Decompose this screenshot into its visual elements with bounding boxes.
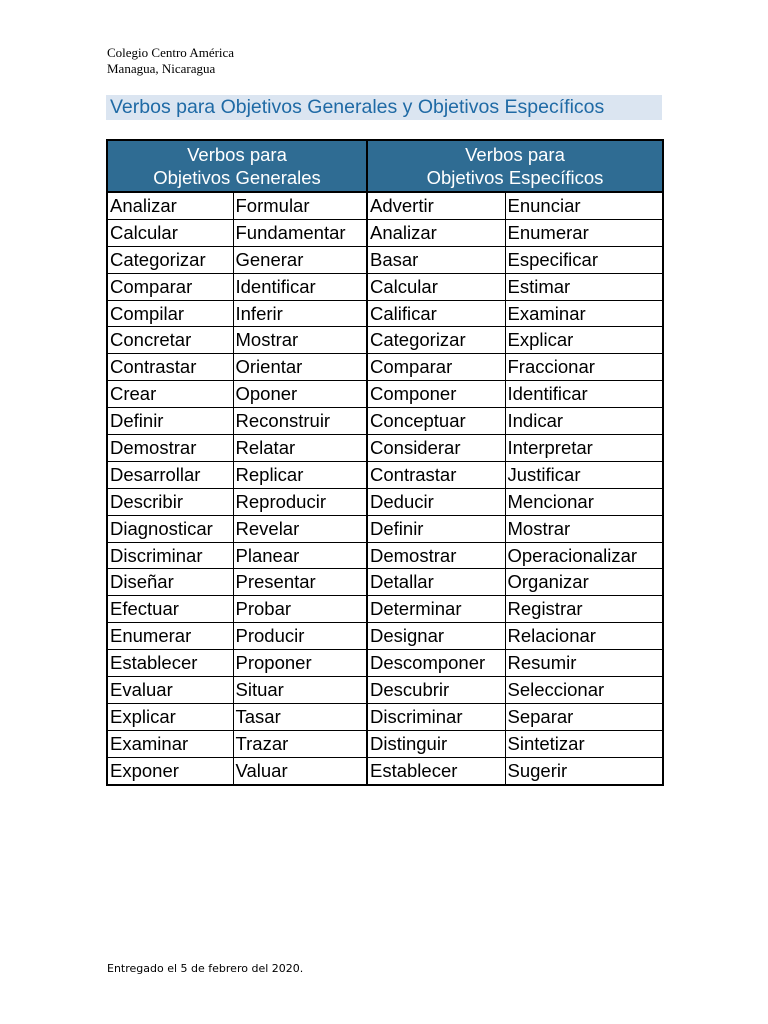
general-verb-cell: Generar — [233, 246, 367, 273]
general-verb-cell: Oponer — [233, 381, 367, 408]
specific-verb-cell: Determinar — [367, 596, 505, 623]
general-verb-cell: Diseñar — [107, 569, 233, 596]
general-verb-cell: Orientar — [233, 354, 367, 381]
specific-verb-cell: Organizar — [505, 569, 663, 596]
table-row — [107, 596, 663, 623]
school-name: Colegio Centro América — [107, 45, 235, 60]
specific-verb-cell: Registrar — [505, 596, 663, 623]
specific-verb-cell: Demostrar — [367, 542, 505, 569]
table-header-row — [107, 140, 663, 192]
general-verb-cell: Compilar — [107, 300, 233, 327]
specific-verb-cell: Enunciar — [505, 192, 663, 219]
general-verb-cell: Presentar — [233, 569, 367, 596]
general-verb-cell: Desarrollar — [107, 461, 233, 488]
general-verb-cell: Evaluar — [107, 677, 233, 704]
delivery-note: Entregado el 5 de febrero del 2020. — [107, 962, 304, 975]
general-verb-cell: Identificar — [233, 273, 367, 300]
specific-verb-cell: Definir — [367, 515, 505, 542]
general-verb-cell: Producir — [233, 623, 367, 650]
school-header — [107, 45, 234, 77]
general-verb-cell: Demostrar — [107, 435, 233, 462]
specific-verb-cell: Indicar — [505, 408, 663, 435]
specific-verb-cell: Distinguir — [367, 730, 505, 757]
general-header-line1: Verbos para — [187, 144, 287, 165]
table-row — [107, 246, 663, 273]
school-location: Managua, Nicaragua — [107, 61, 216, 76]
table-row — [107, 273, 663, 300]
table-row — [107, 703, 663, 730]
table-row — [107, 623, 663, 650]
specific-verb-cell: Designar — [367, 623, 505, 650]
general-verb-cell: Discriminar — [107, 542, 233, 569]
specific-verb-cell: Calificar — [367, 300, 505, 327]
specific-verb-cell: Interpretar — [505, 435, 663, 462]
general-header-line2: Objetivos Generales — [153, 167, 321, 188]
general-verb-cell: Establecer — [107, 650, 233, 677]
general-verb-cell: Mostrar — [233, 327, 367, 354]
general-verbs-header — [107, 140, 367, 192]
specific-verb-cell: Analizar — [367, 219, 505, 246]
specific-verb-cell: Componer — [367, 381, 505, 408]
general-verb-cell: Trazar — [233, 730, 367, 757]
table-row — [107, 757, 663, 784]
specific-header-line2: Objetivos Específicos — [426, 167, 604, 188]
table-row — [107, 435, 663, 462]
verbs-table — [106, 139, 664, 786]
specific-verb-cell: Justificar — [505, 461, 663, 488]
table-row — [107, 219, 663, 246]
specific-verb-cell: Operacionalizar — [505, 542, 663, 569]
specific-verb-cell: Discriminar — [367, 703, 505, 730]
general-verb-cell: Efectuar — [107, 596, 233, 623]
specific-verb-cell: Explicar — [505, 327, 663, 354]
general-verb-cell: Probar — [233, 596, 367, 623]
general-verb-cell: Explicar — [107, 703, 233, 730]
table-row — [107, 650, 663, 677]
general-verb-cell: Replicar — [233, 461, 367, 488]
specific-verb-cell: Categorizar — [367, 327, 505, 354]
general-verb-cell: Tasar — [233, 703, 367, 730]
specific-verb-cell: Separar — [505, 703, 663, 730]
general-verb-cell: Planear — [233, 542, 367, 569]
general-verb-cell: Formular — [233, 192, 367, 219]
specific-verb-cell: Descubrir — [367, 677, 505, 704]
general-verb-cell: Concretar — [107, 327, 233, 354]
table-row — [107, 488, 663, 515]
general-verb-cell: Exponer — [107, 757, 233, 784]
specific-verb-cell: Basar — [367, 246, 505, 273]
specific-verb-cell: Enumerar — [505, 219, 663, 246]
specific-verb-cell: Advertir — [367, 192, 505, 219]
page-title: Verbos para Objetivos Generales y Objetivos Específicos — [106, 95, 662, 120]
specific-verb-cell: Mostrar — [505, 515, 663, 542]
general-verb-cell: Enumerar — [107, 623, 233, 650]
table-row — [107, 569, 663, 596]
general-verb-cell: Categorizar — [107, 246, 233, 273]
general-verb-cell: Fundamentar — [233, 219, 367, 246]
table-row — [107, 300, 663, 327]
table-row — [107, 381, 663, 408]
specific-verb-cell: Especificar — [505, 246, 663, 273]
specific-verb-cell: Sugerir — [505, 757, 663, 784]
general-verb-cell: Calcular — [107, 219, 233, 246]
general-verb-cell: Contrastar — [107, 354, 233, 381]
specific-verb-cell: Fraccionar — [505, 354, 663, 381]
specific-header-line1: Verbos para — [465, 144, 565, 165]
verbs-table-body — [107, 192, 663, 785]
specific-verb-cell: Resumir — [505, 650, 663, 677]
general-verb-cell: Examinar — [107, 730, 233, 757]
general-verb-cell: Proponer — [233, 650, 367, 677]
specific-verb-cell: Estimar — [505, 273, 663, 300]
general-verb-cell: Situar — [233, 677, 367, 704]
general-verb-cell: Revelar — [233, 515, 367, 542]
table-row — [107, 192, 663, 219]
specific-verb-cell: Examinar — [505, 300, 663, 327]
table-row — [107, 677, 663, 704]
general-verb-cell: Describir — [107, 488, 233, 515]
specific-verb-cell: Mencionar — [505, 488, 663, 515]
general-verb-cell: Valuar — [233, 757, 367, 784]
specific-verb-cell: Considerar — [367, 435, 505, 462]
general-verb-cell: Inferir — [233, 300, 367, 327]
general-verb-cell: Crear — [107, 381, 233, 408]
specific-verb-cell: Comparar — [367, 354, 505, 381]
general-verb-cell: Relatar — [233, 435, 367, 462]
table-row — [107, 461, 663, 488]
specific-verb-cell: Sintetizar — [505, 730, 663, 757]
general-verb-cell: Comparar — [107, 273, 233, 300]
table-row — [107, 542, 663, 569]
table-row — [107, 515, 663, 542]
table-row — [107, 327, 663, 354]
table-row — [107, 354, 663, 381]
specific-verb-cell: Relacionar — [505, 623, 663, 650]
specific-verb-cell: Deducir — [367, 488, 505, 515]
specific-verb-cell: Identificar — [505, 381, 663, 408]
specific-verb-cell: Conceptuar — [367, 408, 505, 435]
specific-verb-cell: Descomponer — [367, 650, 505, 677]
specific-verb-cell: Contrastar — [367, 461, 505, 488]
specific-verb-cell: Calcular — [367, 273, 505, 300]
general-verb-cell: Definir — [107, 408, 233, 435]
specific-verbs-header — [367, 140, 663, 192]
general-verb-cell: Reproducir — [233, 488, 367, 515]
specific-verb-cell: Seleccionar — [505, 677, 663, 704]
general-verb-cell: Reconstruir — [233, 408, 367, 435]
table-row — [107, 408, 663, 435]
general-verb-cell: Diagnosticar — [107, 515, 233, 542]
table-row — [107, 730, 663, 757]
specific-verb-cell: Establecer — [367, 757, 505, 784]
specific-verb-cell: Detallar — [367, 569, 505, 596]
general-verb-cell: Analizar — [107, 192, 233, 219]
